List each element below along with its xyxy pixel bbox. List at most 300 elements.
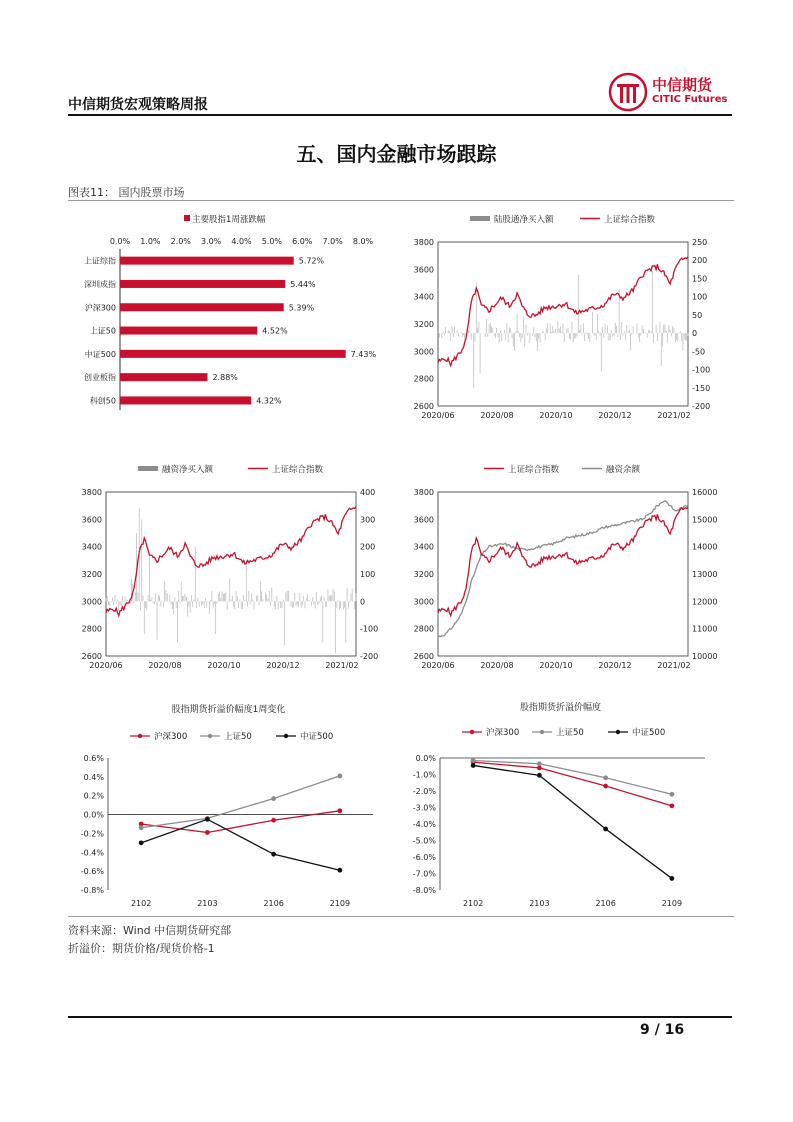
flow-bar — [261, 591, 262, 601]
flow-bar — [249, 591, 250, 601]
flow-bar — [181, 582, 182, 602]
right-y-tick-label: 0 — [360, 597, 366, 607]
bar-value-label: 7.43% — [350, 349, 377, 359]
flow-bar — [670, 329, 671, 333]
left-y-tick-label: 3000 — [413, 597, 434, 607]
flow-bar — [589, 333, 590, 342]
y-tick-label: -7.0% — [412, 869, 436, 879]
flow-bar — [665, 324, 666, 333]
x-tick-label: 2106 — [595, 899, 616, 908]
flow-bar — [351, 594, 352, 602]
flow-bar — [579, 330, 580, 333]
flow-bar — [210, 600, 211, 602]
footer-divider — [68, 1016, 732, 1018]
left-y-tick-label: 2800 — [413, 624, 434, 634]
x-tick-label: 2109 — [661, 899, 683, 908]
right-y-tick-label: 100 — [360, 570, 376, 579]
flow-bar — [282, 601, 283, 608]
x-tick-label: 6.0% — [292, 237, 313, 246]
flow-bar — [340, 601, 341, 607]
flow-bar — [190, 601, 191, 612]
flow-bar — [266, 595, 267, 601]
right-y-tick-label: 10000 — [692, 652, 718, 661]
flow-bar — [471, 333, 472, 340]
flow-bar — [192, 601, 193, 607]
figure-label: 图表11： 国内股票市场 — [68, 186, 185, 199]
x-tick-label: 2020/08 — [480, 411, 514, 420]
flow-bar — [537, 333, 538, 351]
right-y-tick-label: 16000 — [692, 488, 718, 497]
series-line-sse-index — [438, 257, 688, 366]
flow-bar — [679, 332, 680, 333]
report-title: 中信期货宏观策略周报 — [68, 97, 208, 113]
flow-bar — [447, 332, 448, 333]
flow-bar — [538, 333, 539, 339]
flow-bar — [601, 333, 602, 371]
flow-bar — [317, 601, 318, 605]
x-tick-label: 2103 — [197, 899, 218, 908]
y-tick-label: -0.6% — [80, 867, 104, 877]
right-y-tick-label: 13000 — [692, 570, 718, 579]
flow-bar — [587, 333, 588, 334]
flow-bar — [657, 333, 658, 341]
flow-bar — [146, 601, 147, 610]
flow-bar — [473, 333, 474, 388]
flow-bar — [213, 601, 214, 607]
flow-bar — [334, 592, 335, 602]
flow-bar — [215, 601, 216, 634]
right-y-tick-label: -50 — [692, 347, 706, 357]
flow-bar — [197, 598, 198, 602]
x-tick-label: 2021/02 — [657, 661, 691, 670]
flow-bar — [157, 601, 158, 639]
flow-bar — [279, 601, 280, 602]
legend-label: 中证500 — [632, 728, 666, 738]
flow-bar — [615, 323, 616, 333]
flow-bar — [522, 333, 523, 338]
flow-bar — [545, 333, 546, 340]
flow-bar — [568, 328, 569, 333]
left-y-tick-label: 3800 — [81, 488, 102, 497]
flow-bar — [144, 601, 145, 634]
flow-bar — [138, 593, 139, 602]
flow-bar — [240, 599, 241, 601]
flow-bar — [490, 323, 491, 333]
left-y-tick-label: 3200 — [81, 570, 102, 579]
flow-bar — [269, 591, 270, 601]
series-point — [471, 758, 476, 763]
flow-bar — [443, 331, 444, 333]
series-point — [271, 818, 276, 823]
flow-bar — [625, 333, 626, 340]
flow-bar — [685, 333, 686, 340]
series-point — [271, 852, 276, 857]
citic-logo-icon — [608, 72, 648, 112]
x-tick-label: 2020/08 — [480, 661, 514, 670]
flow-bar — [330, 595, 331, 602]
flow-bar — [191, 595, 192, 601]
series-point — [603, 827, 608, 832]
flow-bar — [524, 333, 525, 347]
flow-bar — [125, 596, 126, 601]
flow-bar — [598, 331, 599, 333]
flow-bar — [297, 601, 298, 605]
flow-bar — [321, 595, 322, 601]
legend-label: 沪深300 — [486, 728, 520, 738]
left-y-tick-label: 3600 — [81, 515, 102, 525]
flow-bar — [616, 326, 617, 333]
x-tick-label: 2020/06 — [421, 661, 455, 670]
flow-bar — [620, 333, 621, 340]
series-point — [603, 775, 608, 780]
x-tick-label: 1.0% — [140, 237, 161, 246]
flow-bar — [561, 332, 562, 333]
flow-bar — [569, 333, 570, 338]
series-point — [537, 773, 542, 778]
flow-bar — [669, 325, 670, 333]
left-y-tick-label: 3400 — [413, 292, 434, 302]
flow-bar — [300, 593, 301, 601]
category-label: 中证500 — [84, 349, 116, 359]
y-tick-label: 0.2% — [83, 791, 104, 801]
flow-bar — [107, 596, 108, 601]
flow-bar — [646, 332, 647, 333]
flow-bar — [574, 333, 575, 339]
flow-bar — [319, 601, 320, 603]
flow-bar — [518, 331, 519, 333]
flow-bar — [563, 324, 564, 333]
flow-bar — [632, 333, 633, 335]
left-y-tick-label: 2800 — [413, 374, 434, 384]
flow-bar — [177, 601, 178, 642]
right-y-tick-label: 100 — [692, 292, 708, 302]
flow-bar — [294, 593, 295, 601]
flow-bar — [642, 325, 643, 333]
flow-bar — [354, 601, 355, 609]
flow-bar — [656, 325, 657, 333]
bar-value-label: 2.88% — [212, 373, 238, 383]
flow-bar — [277, 596, 278, 601]
flow-bar — [141, 519, 142, 601]
flow-bar — [458, 333, 459, 337]
y-tick-label: -0.8% — [80, 886, 104, 895]
x-tick-label: 2.0% — [170, 237, 191, 246]
x-tick-label: 8.0% — [352, 237, 374, 246]
flow-bar — [308, 601, 309, 602]
right-y-tick-label: 11000 — [692, 624, 718, 634]
flow-bar — [624, 331, 625, 333]
flow-bar — [163, 601, 164, 607]
flow-bar — [236, 591, 237, 601]
flow-bar — [595, 333, 596, 336]
left-y-tick-label: 3200 — [413, 320, 434, 329]
series-point — [471, 763, 476, 768]
flow-bar — [638, 333, 639, 337]
flow-bar — [617, 333, 618, 337]
flow-bar — [223, 594, 224, 601]
x-tick-label: 2020/10 — [539, 411, 573, 420]
flow-bar — [298, 601, 299, 607]
flow-bar — [583, 323, 584, 333]
left-y-tick-label: 3400 — [81, 542, 102, 552]
flow-bar — [209, 601, 210, 614]
flow-bar — [477, 328, 478, 333]
right-y-tick-label: -100 — [692, 365, 711, 375]
flow-bar — [491, 327, 492, 334]
series-line-sse-index — [106, 507, 356, 616]
flow-bar — [182, 596, 183, 601]
series-point — [271, 796, 276, 801]
flow-bar — [247, 601, 248, 606]
flow-bar — [593, 333, 594, 334]
legend-label-weekly-change: 主要股指1周涨跌幅 — [192, 215, 266, 225]
series-point — [537, 761, 542, 766]
figure-bottom-divider — [68, 916, 734, 917]
flow-bar — [348, 601, 349, 608]
flow-bar — [611, 330, 612, 333]
y-tick-label: -2.0% — [412, 787, 436, 796]
y-tick-label: -1.0% — [412, 770, 436, 780]
legend-label: 中证500 — [300, 732, 334, 742]
flow-bar — [162, 601, 163, 602]
series-line-sse-index — [438, 507, 688, 616]
flow-bar — [126, 601, 127, 602]
flow-bar — [588, 333, 589, 339]
legend-label-bar: 陆股通净买入额 — [494, 215, 554, 225]
flow-bar — [302, 601, 303, 604]
flow-bar — [600, 333, 601, 335]
category-label: 科创50 — [89, 396, 116, 406]
flow-bar — [445, 327, 446, 333]
y-tick-label: 0.6% — [83, 754, 104, 763]
flow-bar — [637, 324, 638, 334]
series-point — [669, 803, 674, 808]
flow-bar — [285, 593, 286, 602]
y-tick-label: 0.0% — [415, 754, 436, 763]
flow-bar — [339, 601, 340, 609]
x-tick-label: 7.0% — [322, 237, 343, 246]
flow-bar — [510, 329, 511, 334]
flow-bar — [509, 327, 510, 333]
right-y-tick-label: 50 — [692, 310, 703, 320]
flow-bar — [542, 331, 543, 333]
flow-bar — [178, 591, 179, 601]
flow-bar — [675, 333, 676, 343]
flow-bar — [283, 600, 284, 602]
flow-bar — [519, 333, 520, 337]
right-y-tick-label: 15000 — [692, 515, 718, 525]
flow-bar — [180, 601, 181, 603]
figure-top-divider — [68, 200, 734, 201]
flow-bar — [572, 322, 573, 333]
flow-bar — [513, 333, 514, 347]
flow-bar — [514, 333, 515, 351]
flow-bar — [280, 601, 281, 608]
category-label: 上证综指 — [84, 256, 116, 266]
flow-bar — [254, 601, 255, 609]
flow-bar — [287, 591, 288, 602]
flow-bar — [238, 601, 239, 608]
flow-bar — [127, 600, 128, 601]
flow-bar — [320, 597, 321, 601]
flow-bar — [688, 333, 689, 336]
x-tick-label: 0.0% — [109, 237, 131, 246]
flow-bar — [494, 333, 495, 336]
flow-bar — [251, 593, 252, 601]
flow-bar — [605, 324, 606, 334]
y-tick-label: -4.0% — [412, 820, 436, 829]
flow-bar — [475, 333, 476, 342]
series-line-上证50 — [141, 776, 340, 828]
flow-bar — [454, 326, 455, 333]
flow-bar — [222, 591, 223, 601]
chart-northbound-flow — [400, 205, 734, 430]
legend-marker — [138, 734, 142, 738]
flow-bar — [504, 330, 505, 333]
flow-bar — [495, 333, 496, 338]
flow-bar — [584, 333, 585, 341]
y-tick-label: 0.0% — [83, 810, 104, 820]
flow-bar — [220, 598, 221, 601]
flow-bar — [667, 333, 668, 342]
flow-bar — [189, 601, 190, 606]
flow-bar — [322, 601, 323, 642]
flow-bar — [621, 322, 622, 333]
flow-bar — [206, 601, 207, 607]
flow-bar — [684, 333, 685, 340]
flow-bar — [629, 330, 630, 334]
right-y-tick-label: 0 — [692, 329, 698, 339]
right-y-tick-label: -200 — [692, 402, 711, 411]
flow-bar — [120, 601, 121, 605]
flow-bar — [112, 597, 113, 601]
series-point — [669, 876, 674, 881]
flow-bar — [117, 600, 118, 602]
flow-bar — [345, 601, 346, 642]
right-y-tick-label: 14000 — [692, 542, 718, 552]
flow-bar — [226, 592, 227, 602]
flow-bar — [630, 333, 631, 350]
flow-bar — [501, 333, 502, 341]
chart-basis-level — [400, 700, 734, 915]
legend-label-line: 上证综合指数 — [604, 215, 656, 225]
series-point — [205, 830, 210, 835]
flow-bar — [291, 601, 292, 606]
flow-bar — [233, 601, 234, 607]
flow-bar — [570, 333, 571, 339]
flow-bar — [296, 601, 297, 605]
page-number: 9 / 16 — [640, 1022, 685, 1038]
flow-bar — [145, 601, 146, 608]
flow-bar — [284, 601, 285, 645]
series-point — [139, 840, 144, 845]
series-line-中证500 — [473, 765, 672, 878]
x-tick-label: 2020/12 — [598, 411, 632, 420]
flow-bar — [135, 592, 136, 601]
flow-bar — [314, 601, 315, 605]
flow-bar — [208, 601, 209, 602]
right-y-tick-label: 12000 — [692, 597, 718, 607]
flow-bar — [113, 601, 114, 605]
series-point — [537, 766, 542, 771]
flow-bar — [555, 329, 556, 333]
flow-bar — [573, 333, 574, 342]
left-y-tick-label: 2800 — [81, 624, 102, 634]
flow-bar — [526, 325, 527, 333]
legend-marker — [616, 730, 620, 734]
flow-bar — [470, 326, 471, 333]
left-y-tick-label: 3800 — [413, 488, 434, 497]
right-y-tick-label: 300 — [360, 515, 376, 525]
flow-bar — [338, 600, 339, 602]
flow-bar — [523, 317, 524, 333]
flow-bar — [234, 601, 235, 609]
x-tick-label: 2103 — [529, 899, 550, 908]
flow-bar — [660, 322, 661, 333]
x-tick-label: 2102 — [462, 899, 484, 908]
right-y-tick-label: 200 — [692, 256, 708, 266]
x-tick-label: 2020/10 — [539, 661, 573, 670]
flow-bar — [356, 593, 357, 601]
flow-bar — [544, 331, 545, 333]
flow-bar — [533, 327, 534, 333]
flow-bar — [116, 601, 117, 602]
logo-text-en: CITIC Futures — [652, 94, 728, 105]
flow-bar — [515, 331, 516, 333]
flow-bar — [257, 595, 258, 601]
flow-bar — [260, 581, 261, 601]
flow-bar — [122, 596, 123, 601]
flow-bar — [301, 601, 302, 608]
flow-bar — [550, 324, 551, 334]
flow-bar — [325, 601, 326, 607]
flow-bar — [480, 333, 481, 373]
flow-bar — [633, 326, 634, 333]
flow-bar — [256, 596, 257, 601]
legend-marker — [208, 734, 212, 738]
y-tick-label: -0.2% — [80, 829, 104, 839]
flow-bar — [316, 592, 317, 602]
x-tick-label: 4.0% — [231, 237, 252, 246]
chart-margin-balance — [400, 455, 734, 675]
flow-bar — [485, 333, 486, 337]
flow-bar — [118, 601, 119, 610]
flow-bar — [241, 601, 242, 609]
flow-bar — [566, 329, 567, 334]
flow-bar — [671, 333, 672, 336]
x-tick-label: 2102 — [130, 899, 152, 908]
legend-label: 上证50 — [224, 732, 252, 742]
bar-value-label: 4.52% — [262, 326, 288, 336]
flow-bar — [219, 591, 220, 601]
flow-bar — [347, 588, 348, 601]
flow-bar — [628, 331, 629, 333]
flow-bar — [581, 325, 582, 333]
flow-bar — [602, 327, 603, 333]
flow-bar — [275, 601, 276, 609]
flow-bar — [310, 600, 311, 601]
flow-bar — [498, 333, 499, 337]
flow-bar — [196, 601, 197, 608]
x-tick-label: 2020/06 — [421, 411, 455, 420]
flow-bar — [148, 595, 149, 601]
flow-bar — [540, 333, 541, 342]
flow-bar — [252, 600, 253, 602]
flow-bar — [505, 333, 506, 340]
flow-bar — [176, 601, 177, 608]
flow-bar — [444, 333, 445, 335]
category-label: 上证50 — [89, 326, 116, 336]
